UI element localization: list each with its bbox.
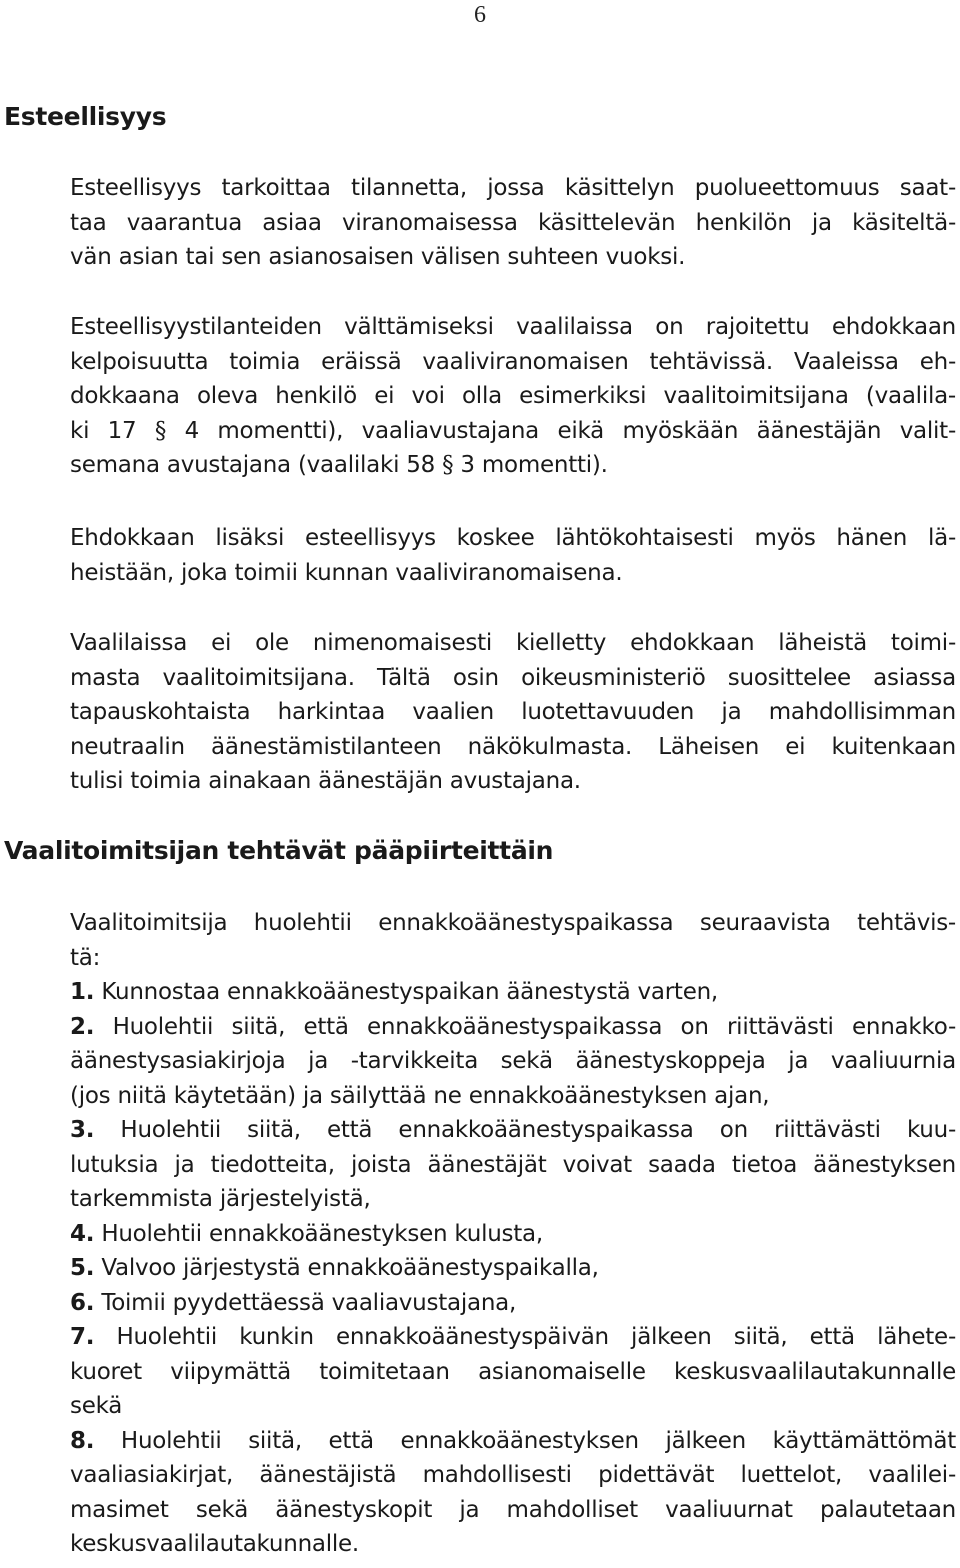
page-number: 6 [474, 2, 486, 28]
item-number: 1. [70, 979, 95, 1005]
list-item-2-cont: (jos niitä käytetään) ja säilyttää ne ennakkoäänestyksen ajan, [70, 1082, 770, 1109]
list-item-7-cont: kuoret viipymättä toimitetaan asianomaiselle keskusvaalilautakunnalle [70, 1358, 956, 1385]
paragraph-1 [70, 171, 956, 275]
intro-line: Vaalitoimitsija huolehtii ennakkoäänestyspaikassa seuraavista tehtävis- [70, 910, 956, 936]
section-sign: § [442, 452, 454, 478]
list-item-2-cont: äänestysasiakirjoja ja -tarvikkeita sekä äänestyskoppeja ja vaaliuurnia [70, 1048, 956, 1074]
list-item-2: 2. Huolehtii siitä, että ennakkoäänestyspaikassa on riittävästi ennakko- [70, 1013, 957, 1040]
list-item-8: 8. Huolehtii siitä, että ennakkoäänestyksen jälkeen käyttämättömät [70, 1427, 957, 1454]
text-line: semana avustajana (vaalilaki 58 § 3 momentti). [70, 452, 608, 478]
list-item-3-cont: tarkemmista järjestelyistä, [70, 1186, 371, 1212]
text-line: tulisi toimia ainakaan äänestäjän avustajana. [70, 768, 581, 794]
section-heading-tehtavat: Vaalitoimitsijan tehtävät pääpiirteittäin [4, 836, 554, 865]
text-line: Esteellisyystilanteiden välttämiseksi vaalilaissa on rajoitettu ehdokkaan [70, 314, 956, 340]
section-sign: § [154, 417, 167, 444]
paragraph-3 [70, 521, 956, 590]
text-line: Vaalilaissa ei ole nimenomaisesti kielletty ehdokkaan läheistä toimi- [70, 630, 956, 656]
list-item-7-cont: sekä [70, 1393, 123, 1419]
item-number: 6. [70, 1289, 95, 1316]
item-number: 7. [70, 1324, 95, 1350]
list-item-8-cont: keskusvaalilautakunnalle. [70, 1531, 359, 1557]
list-item-3-cont: lutuksia ja tiedotteita, joista äänestäjät voivat saada tietoa äänestyksen [70, 1151, 956, 1178]
list-item-3: 3. Huolehtii siitä, että ennakkoäänestyspaikassa on riittävästi kuu- [70, 1117, 957, 1143]
task-list [70, 906, 956, 1562]
text-line: ki 17 § 4 momentti), vaaliavustajana eikä myöskään äänestäjän valit- [70, 417, 956, 444]
text-line: vän asian tai sen asianosaisen välisen suhteen vuoksi. [70, 244, 686, 270]
list-item-6: 6. Toimii pyydettäessä vaaliavustajana, [70, 1289, 517, 1316]
text-line: kelpoisuutta toimia eräissä vaaliviranomaisen tehtävissä. Vaaleissa eh- [70, 348, 956, 375]
list-item-5: 5. Valvoo järjestystä ennakkoäänestyspaikalla, [70, 1255, 599, 1281]
text-line: dokkaana oleva henkilö ei voi olla esimerkiksi vaalitoimitsijana (vaalila- [70, 383, 956, 409]
text-line: Ehdokkaan lisäksi esteellisyys koskee lähtökohtaisesti myös hänen lä- [70, 525, 956, 551]
item-number: 2. [70, 1013, 95, 1040]
list-item-1: 1. Kunnostaa ennakkoäänestyspaikan äänestystä varten, [70, 979, 718, 1005]
item-number: 3. [70, 1117, 95, 1143]
list-item-7: 7. Huolehtii kunkin ennakkoäänestyspäivän jälkeen siitä, että lähete- [70, 1324, 956, 1350]
text-line: tapauskohtaista harkintaa vaalien luotettavuuden ja mahdollisimman [70, 699, 956, 725]
text-line: heistään, joka toimii kunnan vaaliviranomaisena. [70, 559, 623, 586]
text-line: Esteellisyys tarkoittaa tilannetta, jossa käsittelyn puolueettomuus saat- [70, 175, 956, 201]
text-line: masta vaalitoimitsijana. Tältä osin oikeusministeriö suosittelee asiassa [70, 664, 956, 691]
paragraph-4 [70, 626, 956, 799]
list-item-8-cont: vaaliasiakirjat, äänestäjistä mahdollisesti pidettävät luettelot, vaalilei- [70, 1462, 956, 1488]
item-number: 5. [70, 1255, 95, 1281]
item-number: 4. [70, 1220, 95, 1247]
text-line: taa vaarantua asiaa viranomaisessa käsittelevän henkilön ja käsiteltä- [70, 209, 956, 236]
item-number: 8. [70, 1427, 95, 1454]
intro-line: tä: [70, 944, 101, 971]
section-heading-esteellisyys: Esteellisyys [4, 102, 167, 131]
paragraph-2 [70, 310, 956, 483]
list-item-8-cont: masimet sekä äänestyskopit ja mahdolliset vaaliuurnat palautetaan [70, 1496, 956, 1523]
text-line: neutraalin äänestämistilanteen näkökulmasta. Läheisen ei kuitenkaan [70, 733, 956, 760]
list-item-4: 4. Huolehtii ennakkoäänestyksen kulusta, [70, 1220, 543, 1247]
